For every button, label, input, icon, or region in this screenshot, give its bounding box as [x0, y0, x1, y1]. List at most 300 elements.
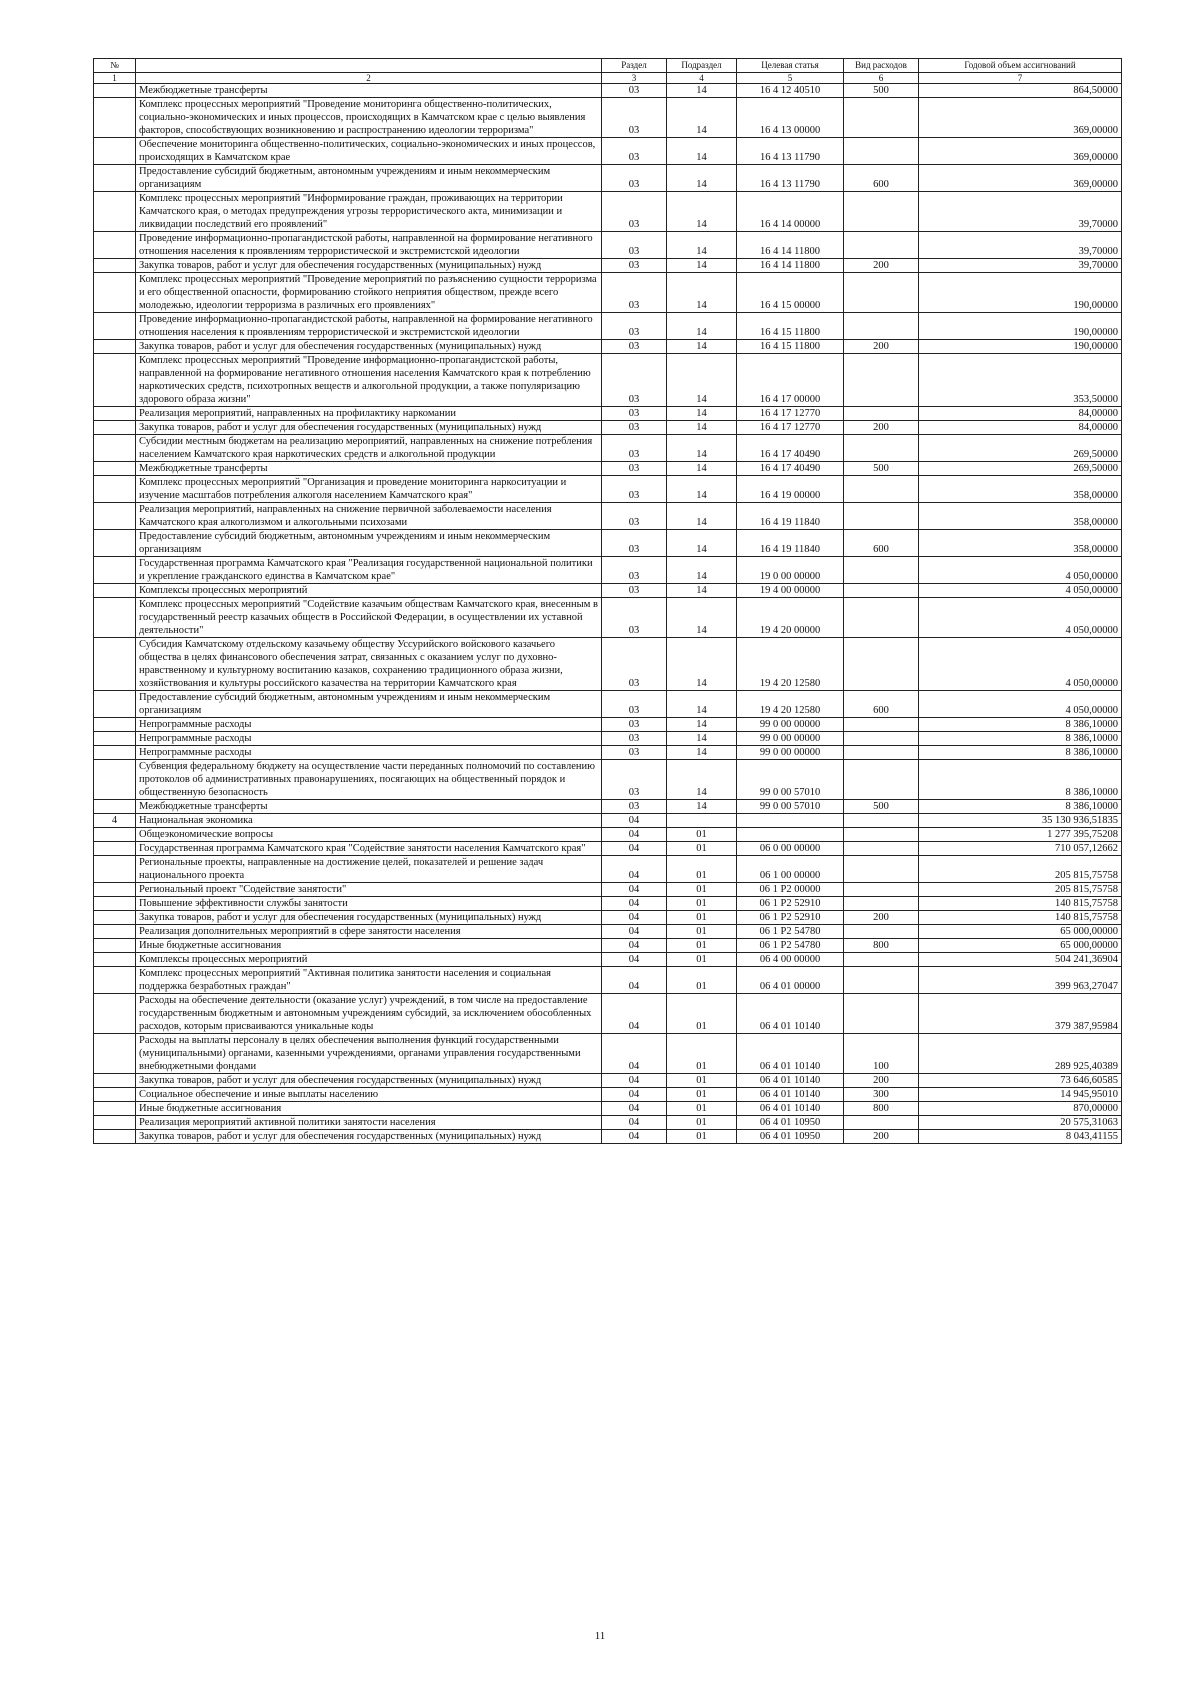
row-amount: 84,00000 [919, 407, 1122, 421]
row-number [94, 259, 136, 273]
row-target-article: 19 4 20 00000 [737, 598, 844, 638]
row-number [94, 435, 136, 462]
row-amount: 369,00000 [919, 138, 1122, 165]
row-target-article: 06 4 01 10950 [737, 1130, 844, 1144]
row-number [94, 911, 136, 925]
row-target-article: 06 4 01 00000 [737, 967, 844, 994]
table-row [94, 273, 1122, 313]
row-amount: 140 815,75758 [919, 911, 1122, 925]
row-expense-type [844, 407, 919, 421]
row-description: Общеэкономические вопросы [136, 828, 602, 842]
row-podrazdel: 14 [667, 421, 737, 435]
row-razdel: 04 [602, 883, 667, 897]
row-description: Комплекс процессных мероприятий "Организация и проведение мониторинга наркоситуации и изучение масштабов потребления алкоголя населением Камчатского края" [136, 476, 602, 503]
row-podrazdel: 01 [667, 897, 737, 911]
row-number [94, 967, 136, 994]
row-expense-type: 300 [844, 1088, 919, 1102]
row-target-article: 06 4 01 10140 [737, 1102, 844, 1116]
row-description: Региональный проект "Содействие занятости" [136, 883, 602, 897]
row-number [94, 883, 136, 897]
row-amount: 353,50000 [919, 354, 1122, 407]
row-amount: 84,00000 [919, 421, 1122, 435]
row-podrazdel: 14 [667, 557, 737, 584]
row-target-article: 16 4 17 00000 [737, 354, 844, 407]
row-expense-type [844, 883, 919, 897]
row-amount: 269,50000 [919, 462, 1122, 476]
row-amount: 140 815,75758 [919, 897, 1122, 911]
header-celevaya: Целевая статья [737, 59, 844, 73]
row-target-article: 19 4 20 12580 [737, 638, 844, 691]
row-razdel: 03 [602, 691, 667, 718]
row-razdel: 03 [602, 462, 667, 476]
table-row [94, 530, 1122, 557]
row-number [94, 598, 136, 638]
table-row [94, 814, 1122, 828]
row-amount: 379 387,95984 [919, 994, 1122, 1034]
row-target-article: 16 4 12 40510 [737, 84, 844, 98]
row-podrazdel: 14 [667, 98, 737, 138]
row-description: Комплекс процессных мероприятий "Проведение мероприятий по разъяснению сущности терроризма и его общественной опасности, формированию стойкого неприятия обществом, прежде всего молодежью, идеологии терроризма в различных его проявлениях" [136, 273, 602, 313]
row-amount: 4 050,00000 [919, 598, 1122, 638]
row-podrazdel: 01 [667, 1088, 737, 1102]
row-expense-type: 200 [844, 421, 919, 435]
row-podrazdel: 01 [667, 1116, 737, 1130]
row-expense-type: 200 [844, 259, 919, 273]
table-row [94, 557, 1122, 584]
row-description: Комплекс процессных мероприятий "Информирование граждан, проживающих на территории Камчатского края, о методах предупреждения угрозы террористического акта, минимизации и ликвидации последствий его проявлений" [136, 192, 602, 232]
row-expense-type [844, 1116, 919, 1130]
row-expense-type [844, 842, 919, 856]
table-row [94, 584, 1122, 598]
table-row [94, 138, 1122, 165]
row-expense-type [844, 638, 919, 691]
table-row [94, 476, 1122, 503]
row-number [94, 925, 136, 939]
row-description: Комплекс процессных мероприятий "Проведение информационно-пропагандистской работы, направленной на формирование негативного отношения населения Камчатского края к потреблению наркотических средств, психотропных веществ и алкогольной продукции, а также популяризацию здорового образа жизни" [136, 354, 602, 407]
row-podrazdel: 01 [667, 994, 737, 1034]
row-podrazdel: 14 [667, 462, 737, 476]
row-description: Закупка товаров, работ и услуг для обеспечения государственных (муниципальных) нужд [136, 340, 602, 354]
row-target-article: 16 4 14 11800 [737, 259, 844, 273]
row-razdel: 03 [602, 421, 667, 435]
row-expense-type [844, 746, 919, 760]
row-expense-type: 500 [844, 84, 919, 98]
row-razdel: 03 [602, 557, 667, 584]
row-podrazdel [667, 814, 737, 828]
table-row [94, 98, 1122, 138]
row-description: Реализация мероприятий активной политики занятости населения [136, 1116, 602, 1130]
index-cell: 6 [844, 73, 919, 84]
row-podrazdel: 01 [667, 953, 737, 967]
row-description: Предоставление субсидий бюджетным, автономным учреждениям и иным некоммерческим организациям [136, 165, 602, 192]
row-expense-type: 600 [844, 691, 919, 718]
row-number [94, 84, 136, 98]
row-number [94, 138, 136, 165]
row-razdel: 03 [602, 84, 667, 98]
row-number [94, 1116, 136, 1130]
row-podrazdel: 14 [667, 407, 737, 421]
row-amount: 205 815,75758 [919, 883, 1122, 897]
row-podrazdel: 01 [667, 1102, 737, 1116]
row-razdel: 03 [602, 138, 667, 165]
row-razdel: 04 [602, 939, 667, 953]
row-amount: 358,00000 [919, 503, 1122, 530]
row-target-article: 99 0 00 57010 [737, 800, 844, 814]
row-target-article: 16 4 19 11840 [737, 503, 844, 530]
row-expense-type [844, 598, 919, 638]
row-podrazdel: 14 [667, 732, 737, 746]
row-target-article: 16 4 14 00000 [737, 192, 844, 232]
row-razdel: 04 [602, 953, 667, 967]
table-row [94, 1074, 1122, 1088]
row-target-article: 16 4 17 40490 [737, 435, 844, 462]
row-razdel: 03 [602, 407, 667, 421]
header-row [94, 59, 1122, 73]
row-razdel: 03 [602, 760, 667, 800]
row-razdel: 03 [602, 476, 667, 503]
row-amount: 190,00000 [919, 273, 1122, 313]
row-podrazdel: 14 [667, 530, 737, 557]
row-podrazdel: 01 [667, 939, 737, 953]
row-number [94, 1034, 136, 1074]
row-expense-type [844, 732, 919, 746]
table-row [94, 1088, 1122, 1102]
table-row [94, 967, 1122, 994]
row-description: Субвенция федеральному бюджету на осуществление части переданных полномочий по составлению протоколов об административных правонарушениях, посягающих на общественный порядок и общественную безопасность [136, 760, 602, 800]
row-razdel: 03 [602, 435, 667, 462]
table-row [94, 259, 1122, 273]
row-number [94, 313, 136, 340]
row-number [94, 462, 136, 476]
row-expense-type: 200 [844, 1130, 919, 1144]
index-cell: 7 [919, 73, 1122, 84]
row-razdel: 03 [602, 718, 667, 732]
row-number [94, 530, 136, 557]
row-description: Иные бюджетные ассигнования [136, 939, 602, 953]
row-number [94, 192, 136, 232]
row-target-article: 06 4 00 00000 [737, 953, 844, 967]
row-expense-type: 200 [844, 1074, 919, 1088]
row-amount: 369,00000 [919, 98, 1122, 138]
row-target-article: 16 4 15 11800 [737, 340, 844, 354]
row-podrazdel: 01 [667, 828, 737, 842]
row-amount: 8 386,10000 [919, 760, 1122, 800]
row-target-article: 16 4 15 11800 [737, 313, 844, 340]
row-amount: 864,50000 [919, 84, 1122, 98]
table-row [94, 760, 1122, 800]
row-description: Субсидии местным бюджетам на реализацию мероприятий, направленных на снижение потребления населением Камчатского края наркотических средств и алкогольной продукции [136, 435, 602, 462]
row-number [94, 638, 136, 691]
row-description: Межбюджетные трансферты [136, 800, 602, 814]
row-expense-type [844, 967, 919, 994]
row-expense-type [844, 925, 919, 939]
table-row [94, 1102, 1122, 1116]
row-podrazdel: 01 [667, 842, 737, 856]
row-description: Межбюджетные трансферты [136, 462, 602, 476]
row-target-article: 16 4 19 11840 [737, 530, 844, 557]
row-target-article: 06 4 01 10140 [737, 994, 844, 1034]
row-podrazdel: 14 [667, 259, 737, 273]
row-podrazdel: 14 [667, 138, 737, 165]
row-expense-type [844, 953, 919, 967]
row-expense-type: 800 [844, 1102, 919, 1116]
row-target-article: 06 1 P2 54780 [737, 925, 844, 939]
row-expense-type: 100 [844, 1034, 919, 1074]
row-razdel: 03 [602, 732, 667, 746]
row-podrazdel: 14 [667, 746, 737, 760]
row-description: Региональные проекты, направленные на достижение целей, показателей и решение задач национального проекта [136, 856, 602, 883]
row-description: Расходы на обеспечение деятельности (оказание услуг) учреждений, в том числе на предоставление государственным бюджетным и автономным учреждениям субсидий, за исключением обособленных расходов, которым присваиваются уникальные коды [136, 994, 602, 1034]
row-description: Проведение информационно-пропагандистской работы, направленной на формирование негативного отношения населения к проявлениям террористической и экстремистской идеологии [136, 313, 602, 340]
row-target-article: 06 1 00 00000 [737, 856, 844, 883]
row-number [94, 939, 136, 953]
table-row [94, 828, 1122, 842]
row-description: Комплексы процессных мероприятий [136, 953, 602, 967]
row-amount: 4 050,00000 [919, 638, 1122, 691]
row-podrazdel: 14 [667, 760, 737, 800]
row-target-article: 06 0 00 00000 [737, 842, 844, 856]
row-description: Комплекс процессных мероприятий "Проведение мониторинга общественно-политических, социально-экономических и иных процессов, происходящих в Камчатском крае с целью выявления факторов, способствующих возникновению и распространению идеологии терроризма" [136, 98, 602, 138]
row-podrazdel: 01 [667, 1034, 737, 1074]
row-target-article: 99 0 00 57010 [737, 760, 844, 800]
row-expense-type: 500 [844, 462, 919, 476]
index-row [94, 73, 1122, 84]
table-row [94, 435, 1122, 462]
row-description: Расходы на выплаты персоналу в целях обеспечения выполнения функций государственными (муниципальными) органами, казенными учреждениями, органами управления государственными внебюджетными фондами [136, 1034, 602, 1074]
header-name [136, 59, 602, 73]
row-amount: 35 130 936,51835 [919, 814, 1122, 828]
row-razdel: 03 [602, 503, 667, 530]
row-target-article: 16 4 15 00000 [737, 273, 844, 313]
row-expense-type [844, 138, 919, 165]
row-podrazdel: 14 [667, 800, 737, 814]
row-expense-type: 200 [844, 340, 919, 354]
row-expense-type: 200 [844, 911, 919, 925]
row-expense-type [844, 354, 919, 407]
row-target-article: 16 4 19 00000 [737, 476, 844, 503]
row-description: Реализация мероприятий, направленных на снижение первичной заболеваемости населения Камчатского края алкоголизмом и алкогольными психозами [136, 503, 602, 530]
row-number [94, 718, 136, 732]
table-body [94, 84, 1122, 1144]
row-razdel: 03 [602, 273, 667, 313]
row-number [94, 407, 136, 421]
row-description: Закупка товаров, работ и услуг для обеспечения государственных (муниципальных) нужд [136, 421, 602, 435]
table-row [94, 897, 1122, 911]
row-description: Комплекс процессных мероприятий "Содействие казачьим обществам Камчатского края, внесенным в государственный реестр казачьих обществ в Российской Федерации, в осуществлении их уставной деятельности" [136, 598, 602, 638]
table-row [94, 503, 1122, 530]
row-podrazdel: 14 [667, 84, 737, 98]
table-row [94, 994, 1122, 1034]
row-expense-type: 600 [844, 530, 919, 557]
row-podrazdel: 14 [667, 476, 737, 503]
row-razdel: 03 [602, 165, 667, 192]
row-amount: 710 057,12662 [919, 842, 1122, 856]
row-podrazdel: 14 [667, 165, 737, 192]
row-target-article: 99 0 00 00000 [737, 746, 844, 760]
row-number [94, 994, 136, 1034]
row-description: Комплексы процессных мероприятий [136, 584, 602, 598]
table-row [94, 1034, 1122, 1074]
row-description: Проведение информационно-пропагандистской работы, направленной на формирование негативного отношения населения к проявлениям террористической и экстремистской идеологии [136, 232, 602, 259]
table-row [94, 340, 1122, 354]
row-target-article: 19 4 00 00000 [737, 584, 844, 598]
table-row [94, 939, 1122, 953]
row-expense-type [844, 503, 919, 530]
row-podrazdel: 14 [667, 691, 737, 718]
row-number [94, 691, 136, 718]
row-amount: 4 050,00000 [919, 584, 1122, 598]
row-description: Обеспечение мониторинга общественно-политических, социально-экономических и иных процессов, происходящих в Камчатском крае [136, 138, 602, 165]
row-razdel: 04 [602, 1088, 667, 1102]
row-target-article: 99 0 00 00000 [737, 718, 844, 732]
row-expense-type: 500 [844, 800, 919, 814]
row-description: Закупка товаров, работ и услуг для обеспечения государственных (муниципальных) нужд [136, 1130, 602, 1144]
row-number [94, 746, 136, 760]
table-row [94, 232, 1122, 259]
index-cell: 3 [602, 73, 667, 84]
row-target-article: 06 4 01 10140 [737, 1034, 844, 1074]
row-razdel: 04 [602, 967, 667, 994]
row-number [94, 856, 136, 883]
row-expense-type [844, 557, 919, 584]
row-description: Субсидия Камчатскому отдельскому казачьему обществу Уссурийского войскового казачьего общества в целях финансового обеспечения затрат, связанных с оказанием услуг по духовно-нравственному и культурному воспитанию казаков, сохранению традиционного образа жизни, хозяйствования и культуры российского казачества на территории Камчатского края [136, 638, 602, 691]
row-razdel: 03 [602, 598, 667, 638]
table-row [94, 598, 1122, 638]
row-expense-type [844, 828, 919, 842]
row-podrazdel: 14 [667, 718, 737, 732]
row-number [94, 98, 136, 138]
row-amount: 369,00000 [919, 165, 1122, 192]
budget-sheet [93, 58, 1121, 1144]
row-expense-type [844, 273, 919, 313]
row-razdel: 04 [602, 1116, 667, 1130]
row-number [94, 828, 136, 842]
row-number [94, 953, 136, 967]
row-podrazdel: 14 [667, 638, 737, 691]
table-row [94, 925, 1122, 939]
table-row [94, 84, 1122, 98]
row-description: Предоставление субсидий бюджетным, автономным учреждениям и иным некоммерческим организациям [136, 530, 602, 557]
row-number [94, 421, 136, 435]
row-number [94, 897, 136, 911]
row-description: Комплекс процессных мероприятий "Активная политика занятости населения и социальная поддержка безработных граждан" [136, 967, 602, 994]
row-description: Межбюджетные трансферты [136, 84, 602, 98]
row-podrazdel: 14 [667, 354, 737, 407]
row-razdel: 04 [602, 925, 667, 939]
table-row [94, 842, 1122, 856]
row-expense-type [844, 814, 919, 828]
row-amount: 73 646,60585 [919, 1074, 1122, 1088]
row-description: Непрограммные расходы [136, 746, 602, 760]
row-podrazdel: 01 [667, 911, 737, 925]
row-number [94, 273, 136, 313]
row-amount: 20 575,31063 [919, 1116, 1122, 1130]
row-target-article [737, 828, 844, 842]
table-row [94, 856, 1122, 883]
row-amount: 8 386,10000 [919, 800, 1122, 814]
row-description: Закупка товаров, работ и услуг для обеспечения государственных (муниципальных) нужд [136, 1074, 602, 1088]
row-expense-type [844, 718, 919, 732]
row-podrazdel: 01 [667, 856, 737, 883]
row-amount: 8 386,10000 [919, 718, 1122, 732]
table-row [94, 462, 1122, 476]
row-podrazdel: 14 [667, 503, 737, 530]
row-razdel: 03 [602, 354, 667, 407]
row-amount: 190,00000 [919, 313, 1122, 340]
header-vid: Вид расходов [844, 59, 919, 73]
row-razdel: 03 [602, 584, 667, 598]
row-razdel: 03 [602, 340, 667, 354]
row-target-article: 06 1 P2 52910 [737, 911, 844, 925]
row-amount: 4 050,00000 [919, 557, 1122, 584]
row-razdel: 04 [602, 897, 667, 911]
row-amount: 504 241,36904 [919, 953, 1122, 967]
row-description: Непрограммные расходы [136, 718, 602, 732]
row-number [94, 1130, 136, 1144]
row-razdel: 03 [602, 259, 667, 273]
row-expense-type [844, 232, 919, 259]
row-podrazdel: 01 [667, 967, 737, 994]
page-number: 11 [594, 1630, 606, 1642]
row-target-article [737, 814, 844, 828]
row-target-article: 99 0 00 00000 [737, 732, 844, 746]
header-razdel: Раздел [602, 59, 667, 73]
table-row [94, 313, 1122, 340]
row-amount: 190,00000 [919, 340, 1122, 354]
row-razdel: 04 [602, 842, 667, 856]
row-description: Государственная программа Камчатского края "Реализация государственной национальной политики и укрепление гражданского единства в Камчатском крае" [136, 557, 602, 584]
row-razdel: 03 [602, 313, 667, 340]
table-row [94, 883, 1122, 897]
row-expense-type [844, 760, 919, 800]
row-razdel: 04 [602, 1130, 667, 1144]
row-expense-type [844, 856, 919, 883]
row-amount: 399 963,27047 [919, 967, 1122, 994]
row-amount: 8 043,41155 [919, 1130, 1122, 1144]
row-number [94, 476, 136, 503]
row-razdel: 04 [602, 1034, 667, 1074]
row-amount: 8 386,10000 [919, 732, 1122, 746]
row-amount: 1 277 395,75208 [919, 828, 1122, 842]
row-razdel: 03 [602, 232, 667, 259]
index-cell: 5 [737, 73, 844, 84]
table-row [94, 638, 1122, 691]
index-cell: 4 [667, 73, 737, 84]
row-expense-type [844, 994, 919, 1034]
row-number [94, 1102, 136, 1116]
row-amount: 65 000,00000 [919, 925, 1122, 939]
row-expense-type [844, 98, 919, 138]
row-number [94, 842, 136, 856]
table-row [94, 165, 1122, 192]
table-row [94, 421, 1122, 435]
header-no: № [94, 59, 136, 73]
header-obem: Годовой объем ассигнований [919, 59, 1122, 73]
row-description: Социальное обеспечение и иные выплаты населению [136, 1088, 602, 1102]
row-podrazdel: 14 [667, 584, 737, 598]
row-podrazdel: 14 [667, 232, 737, 259]
table-row [94, 407, 1122, 421]
table-row [94, 746, 1122, 760]
row-amount: 358,00000 [919, 476, 1122, 503]
row-target-article: 19 4 20 12580 [737, 691, 844, 718]
row-target-article: 16 4 13 11790 [737, 165, 844, 192]
table-row [94, 354, 1122, 407]
row-number [94, 1074, 136, 1088]
row-razdel: 03 [602, 530, 667, 557]
row-number [94, 232, 136, 259]
row-podrazdel: 01 [667, 1074, 737, 1088]
